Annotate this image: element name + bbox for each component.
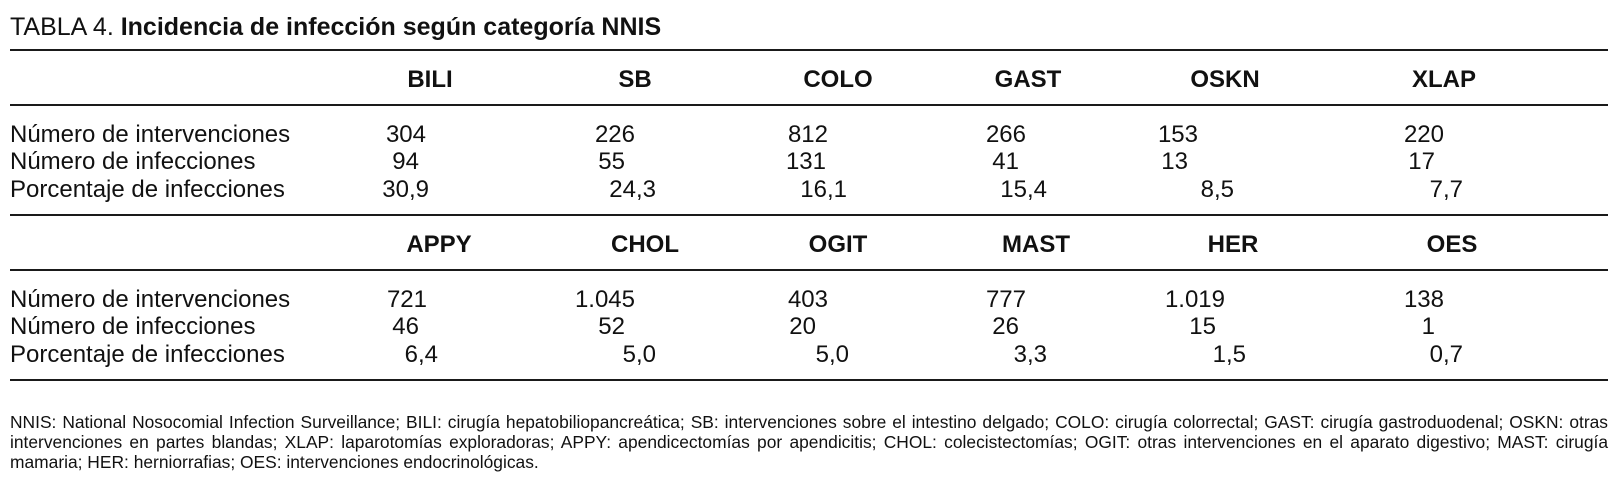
- column-header: OSKN: [1190, 66, 1260, 93]
- table-cell: 6,4: [404, 341, 438, 368]
- column-header: BILI: [407, 66, 453, 93]
- table-cell: 304: [385, 121, 426, 148]
- column-header: GAST: [994, 66, 1062, 93]
- bottom-rule: [10, 379, 1608, 381]
- block-rule: [10, 214, 1608, 216]
- top-rule: [10, 49, 1608, 51]
- row-label: Número de infecciones: [10, 148, 256, 175]
- table-cell: 1.019: [1164, 286, 1225, 313]
- table-cell: 5,0: [815, 341, 849, 368]
- table-cell: 55: [598, 148, 625, 175]
- table-cell: 15: [1189, 313, 1216, 340]
- header-rule: [10, 104, 1608, 106]
- table-cell: 94: [392, 148, 419, 175]
- table-cell: 17: [1408, 148, 1435, 175]
- table-cell: 226: [594, 121, 635, 148]
- table-cell: 3,3: [1013, 341, 1047, 368]
- row-label: Número de intervenciones: [10, 286, 291, 313]
- column-header: MAST: [1002, 231, 1070, 258]
- table-cell: 15,4: [1000, 176, 1047, 203]
- table-cell: 30,9: [382, 176, 429, 203]
- column-header: APPY: [406, 231, 472, 258]
- table-cell: 1,5: [1212, 341, 1246, 368]
- column-header: SB: [618, 66, 652, 93]
- table-cell: 1.045: [574, 286, 635, 313]
- table-cell: 266: [985, 121, 1026, 148]
- table-cell: 721: [386, 286, 427, 313]
- table-cell: 24,3: [609, 176, 656, 203]
- table-cell: 1: [1421, 313, 1435, 340]
- column-header: OES: [1426, 231, 1478, 258]
- table-cell: 403: [787, 286, 828, 313]
- table-cell: 8,5: [1200, 176, 1234, 203]
- table-cell: 20: [789, 313, 816, 340]
- table-cell: 153: [1157, 121, 1198, 148]
- table-cell: 138: [1403, 286, 1444, 313]
- column-header: COLO: [803, 66, 873, 93]
- column-header: OGIT: [808, 231, 868, 258]
- table-cell: 777: [985, 286, 1026, 313]
- table-caption: Incidencia de infección según categoría NNIS: [120, 13, 662, 41]
- row-label: Porcentaje de infecciones: [10, 341, 285, 368]
- table-cell: 7,7: [1429, 176, 1463, 203]
- table-footnote: NNIS: National Nosocomial Infection Surveillance; BILI: cirugía hepatobiliopancreática; SB: intervenciones sobre el intestino delgado; COLO: cirugía colorrectal; GAST: cirugía gastroduodenal; OSKN: otras intervenciones en partes blandas; XLAP: laparotomías exploradoras; APPY: apendicectomías por apendicitis; CHOL: colecistectomías; OGIT: otras intervenciones en el aparato digestivo; MAST: cirugía mamaria; HER: herniorrafias; OES: intervenciones endocrinológicas.: [10, 412, 1608, 472]
- table-cell: 41: [992, 148, 1019, 175]
- table-cell: 26: [992, 313, 1019, 340]
- row-label: Número de intervenciones: [10, 121, 291, 148]
- row-label: Porcentaje de infecciones: [10, 176, 285, 203]
- table-cell: 0,7: [1429, 341, 1463, 368]
- table-cell: 5,0: [622, 341, 656, 368]
- column-header: CHOL: [611, 231, 679, 258]
- column-header: HER: [1207, 231, 1259, 258]
- row-label: Número de infecciones: [10, 313, 256, 340]
- table-cell: 16,1: [800, 176, 847, 203]
- table-cell: 13: [1161, 148, 1188, 175]
- table-cell: 812: [787, 121, 828, 148]
- table-cell: 220: [1403, 121, 1444, 148]
- table-cell: 52: [598, 313, 625, 340]
- table-cell: 46: [392, 313, 419, 340]
- table-cell: 131: [785, 148, 826, 175]
- column-header: XLAP: [1411, 66, 1476, 93]
- table-page: [10, 0, 1608, 482]
- header-rule: [10, 269, 1608, 271]
- table-number: TABLA 4.: [10, 13, 114, 41]
- table-title: [10, 12, 661, 42]
